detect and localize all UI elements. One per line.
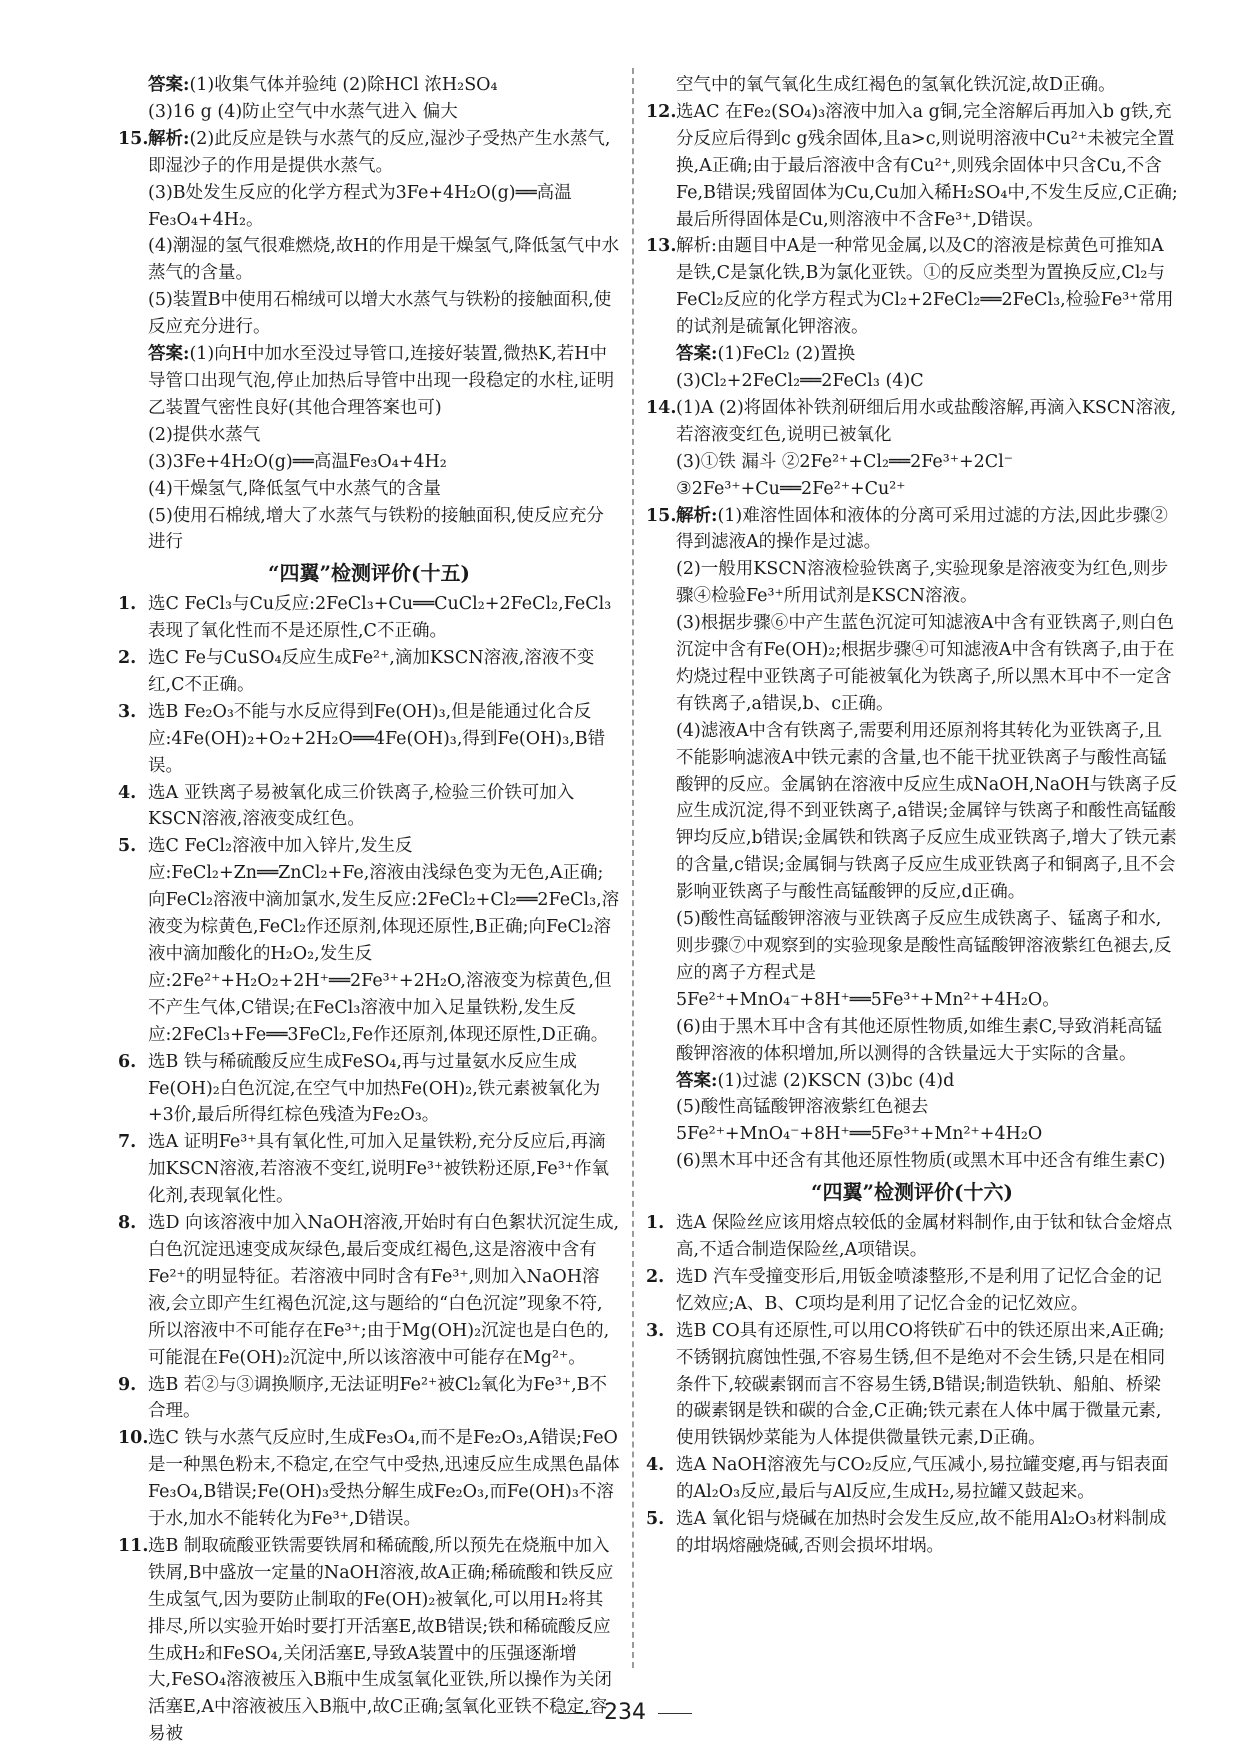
analysis-line: (3)B处发生反应的化学方程式为3Fe+4H₂O(g)══高温Fe₃O₄+4H₂。 [148, 182, 572, 230]
analysis-line: (5)装置B中使用石棉绒可以增大水蒸气与铁粉的接触面积,使反应充分进行。 [148, 290, 612, 338]
answer-line: (3)①铁 漏斗 ②2Fe²⁺+Cl₂══2Fe³⁺+2Cl⁻ [676, 451, 1014, 472]
answer-line: (2)提供水蒸气 [148, 424, 261, 445]
question-15-answer: 答案:(1)向H中加水至没过导管口,连接好装置,微热K,若H中导管口出现气泡,停止加热后导管中出现一段稳定的水柱,证明乙装置气密性良好(其他合理答案也可) [148, 344, 615, 418]
list-item: 13. 解析:由题目中A是一种常见金属,以及C的溶液是棕黄色可推知A是铁,C是氯化铁,B为氯化亚铁。①的反应类型为置换反应,Cl₂与FeCl₂反应的化学方程式为Cl₂+2FeCl₂══2FeCl₃,检验Fe³⁺常用的试剂是硫氰化钾溶液。 [646, 236, 1174, 338]
left-column [118, 72, 620, 1748]
list-item: 11. 选B 制取硫酸亚铁需要铁屑和稀硫酸,所以预先在烧瓶中加入铁屑,B中盛放一定量的NaOH溶液,故A正确;稀硫酸和铁反应生成氢气,因为要防止制取的Fe(OH)₂被氧化,可以用H₂将其排尽,所以实验开始时要打开活塞E,故B错误;铁和稀硫酸反应生成H₂和FeSO₄,关闭活塞E,导致A装置中的压强逐渐增大,FeSO₄溶液被压入B瓶中生成氢氧化亚铁,所以操作为关闭活塞E,A中溶液被压入B瓶中,故C正确;氢氧化亚铁不稳定,容易被 [118, 1535, 614, 1745]
column-divider [632, 68, 634, 1668]
answer-line: (3)Cl₂+2FeCl₂══2FeCl₃ (4)C [676, 370, 924, 391]
answer-line: (6)黑木耳中还含有其他还原性物质(或黑木耳中还含有维生素C) [676, 1151, 1166, 1172]
list-item: 5. 选C FeCl₂溶液中加入锌片,发生反应:FeCl₂+Zn══ZnCl₂+Fe,溶液由浅绿色变为无色,A正确;向FeCl₂溶液中滴加氯水,发生反应:2FeCl₂+Cl₂══2FeCl₃,溶液变为棕黄色,FeCl₂作还原剂,体现还原性,B正确;向FeCl₂溶液中滴加酸化的H₂O₂,发生反应:2Fe²⁺+H₂O₂+2H⁺══2Fe³⁺+2H₂O,溶液变为棕黄色,但不产生气体,C错误;在FeCl₃溶液中加入足量铁粉,发生反应:2FeCl₃+Fe══3FeCl₂,Fe作还原剂,体现还原性,D正确。 [118, 836, 620, 1045]
list-item: 3. 选B Fe₂O₃不能与水反应得到Fe(OH)₃,但是能通过化合反应:4Fe(OH)₂+O₂+2H₂O══4Fe(OH)₃,得到Fe(OH)₃,B错误。 [118, 701, 606, 776]
footer-dash-right [658, 1713, 692, 1714]
answer-line: (5)酸性高锰酸钾溶液紫红色褪去 5Fe²⁺+MnO₄⁻+8H⁺══5Fe³⁺+Mn²⁺+4H₂O [676, 1097, 1043, 1145]
question-13-answer: 答案:(1)FeCl₂ (2)置换 [676, 344, 856, 365]
prev-answer-line: (3)16 g (4)防止空气中水蒸气进入 偏大 [148, 101, 458, 122]
section-title-16: “四翼”检测评价(十六) [811, 1180, 1013, 1205]
list-item: 7. 选A 证明Fe³⁺具有氧化性,可加入足量铁粉,充分反应后,再滴加KSCN溶液,若溶液不变红,说明Fe³⁺被铁粉还原,Fe³⁺作氧化剂,表现氧化性。 [118, 1132, 610, 1207]
answer-line: (3)3Fe+4H₂O(g)══高温Fe₃O₄+4H₂ [148, 451, 447, 472]
answer-line: (4)干燥氢气,降低氢气中水蒸气的含量 [148, 478, 441, 499]
list-item: 4. 选A NaOH溶液先与CO₂反应,气压减小,易拉罐变瘪,再与铝表面的Al₂O₃反应,最后与Al反应,生成H₂,易拉罐又鼓起来。 [646, 1455, 1169, 1503]
list-item: 3. 选B CO具有还原性,可以用CO将铁矿石中的铁还原出来,A正确;不锈钢抗腐蚀性强,不容易生锈,但不是绝对不会生锈,只是在相同条件下,较碳素钢而言不容易生锈,B错误;制造铁轨、船舶、桥梁的碳素钢是铁和碳的合金,C正确;铁元素在人体中属于微量元素,使用铁锅炒菜能为人体提供微量铁元素,D正确。 [646, 1320, 1166, 1449]
list-item: 1. 选A 保险丝应该用熔点较低的金属材料制作,由于钛和钛合金熔点高,不适合制造保险丝,A项错误。 [646, 1213, 1173, 1260]
question-15-answer-right: 答案:(1)过滤 (2)KSCN (3)bc (4)d [676, 1070, 955, 1091]
question-15-analysis: 15. 解析:(2)此反应是铁与水蒸气的反应,湿沙子受热产生水蒸气,即湿沙子的作用是提供水蒸气。 [118, 128, 611, 176]
analysis-line: (4)潮湿的氢气很难燃烧,故H的作用是干燥氢气,降低氢气中水蒸气的含量。 [148, 236, 620, 284]
prev-answer: 答案:(1)收集气体并验纯 (2)除HCl 浓H₂SO₄ [148, 75, 498, 95]
analysis-line: (3)根据步骤⑥中产生蓝色沉淀可知滤液A中含有亚铁离子,则白色沉淀中含有Fe(OH)₂;根据步骤④可知滤液A中含有铁离子,由于在灼烧过程中亚铁离子可能被氧化为铁离子,所以黑木耳中不一定含有铁离子,a错误,b、c正确。 [676, 613, 1175, 714]
list-item: 4. 选A 亚铁离子易被氧化成三价铁离子,检验三价铁可加入KSCN溶液,溶液变成红色。 [118, 782, 575, 830]
section-title-15: “四翼”检测评价(十五) [268, 561, 470, 586]
answer-line: ③2Fe³⁺+Cu══2Fe²⁺+Cu²⁺ [676, 478, 906, 499]
list-item: 9. 选B 若②与③调换顺序,无法证明Fe²⁺被Cl₂氧化为Fe³⁺,B不合理。 [118, 1374, 607, 1422]
analysis-line: (5)酸性高锰酸钾溶液与亚铁离子反应生成铁离子、锰离子和水,则步骤⑦中观察到的实验现象是酸性高锰酸钾溶液紫红色褪去,反应的离子方程式是5Fe²⁺+MnO₄⁻+8H⁺══5Fe³⁺+Mn²⁺+4H₂O。 [676, 909, 1172, 1010]
right-column [646, 72, 1178, 1560]
list-item: 12. 选AC 在Fe₂(SO₄)₃溶液中加入a g铜,完全溶解后再加入b g铁,充分反应后得到c g残余固体,且a>c,则说明溶液中Cu²⁺未被完全置换,A正确;由于最后溶液中含有Cu²⁺,则残余固体中只含Cu,不含Fe,B错误;残留固体为Cu,Cu加入稀H₂SO₄中,不发生反应,C正确;最后所得固体是Cu,则溶液中不含Fe³⁺,D错误。 [646, 101, 1178, 230]
list-item: 8. 选D 向该溶液中加入NaOH溶液,开始时有白色絮状沉淀生成,白色沉淀迅速变成灰绿色,最后变成红褐色,这是溶液中含有Fe²⁺的明显特征。若溶液中同时含有Fe³⁺,则加入NaOH溶液,会立即产生红褐色沉淀,这与题给的“白色沉淀”现象不符,所以溶液中不可能存在Fe³⁺;由于Mg(OH)₂沉淀也是白色的,可能混在Fe(OH)₂沉淀中,所以该溶液中可能存在Mg²⁺。 [118, 1213, 620, 1368]
list-item: 2. 选C Fe与CuSO₄反应生成Fe²⁺,滴加KSCN溶液,溶液不变红,C不正确。 [118, 648, 595, 695]
analysis-line: (4)滤液A中含有铁离子,需要利用还原剂将其转化为亚铁离子,且不能影响滤液A中铁元素的含量,也不能干扰亚铁离子与酸性高锰酸钾的反应。金属钠在溶液中反应生成NaOH,NaOH与铁离子反应生成沉淀,得不到亚铁离子,a错误;金属锌与铁离子和酸性高锰酸钾均反应,b错误;金属铁和铁离子反应生成亚铁离子,增大了铁元素的含量,c错误;金属铜与铁离子反应生成亚铁离子和铜离子,且不会影响亚铁离子与酸性高锰酸钾的反应,d正确。 [676, 720, 1178, 903]
question-15-analysis-right: 15. 解析:(1)难溶性固体和液体的分离可采用过滤的方法,因此步骤②得到滤液A的操作是过滤。 [646, 505, 1168, 553]
answer-line: (5)使用石棉绒,增大了水蒸气与铁粉的接触面积,使反应充分进行 [148, 505, 604, 553]
page-number: 234 [604, 1700, 646, 1725]
list-item: 1. 选C FeCl₃与Cu反应:2FeCl₃+Cu══CuCl₂+2FeCl₂,FeCl₃表现了氧化性而不是还原性,C不正确。 [118, 594, 612, 642]
continuation-text: 空气中的氧气氧化生成红褐色的氢氧化铁沉淀,故D正确。 [676, 75, 1116, 95]
footer-dash-left [558, 1713, 592, 1714]
list-item: 6. 选B 铁与稀硫酸反应生成FeSO₄,再与过量氨水反应生成Fe(OH)₂白色沉淀,在空气中加热Fe(OH)₂,铁元素被氧化为+3价,最后所得红棕色残渣为Fe₂O₃。 [118, 1051, 601, 1126]
analysis-line: (2)一般用KSCN溶液检验铁离子,实验现象是溶液变为红色,则步骤④检验Fe³⁺所用试剂是KSCN溶液。 [676, 559, 1169, 607]
list-item: 2. 选D 汽车受撞变形后,用钣金喷漆整形,不是利用了记忆合金的记忆效应;A、B、C项均是利用了记忆合金的记忆效应。 [646, 1266, 1162, 1314]
analysis-line: (6)由于黑木耳中含有其他还原性物质,如维生素C,导致消耗高锰酸钾溶液的体积增加,所以测得的含铁量远大于实际的含量。 [676, 1016, 1163, 1064]
list-item: 10. 选C 铁与水蒸气反应时,生成Fe₃O₄,而不是Fe₂O₃,A错误;FeO是一种黑色粉末,不稳定,在空气中受热,迅速反应生成黑色晶体Fe₃O₄,B错误;Fe(OH)₃受热分解生成Fe₂O₃,而Fe(OH)₃不溶于水,加水不能转化为Fe³⁺,D错误。 [118, 1428, 620, 1530]
page-footer [0, 1700, 1250, 1727]
list-item: 5. 选A 氧化铝与烧碱在加热时会发生反应,故不能用Al₂O₃材料制成的坩埚熔融烧碱,否则会损坏坩埚。 [646, 1509, 1167, 1556]
question-14: 14. (1)A (2)将固体补铁剂研细后用水或盐酸溶解,再滴入KSCN溶液,若溶液变红色,说明已被氧化 [646, 397, 1177, 445]
